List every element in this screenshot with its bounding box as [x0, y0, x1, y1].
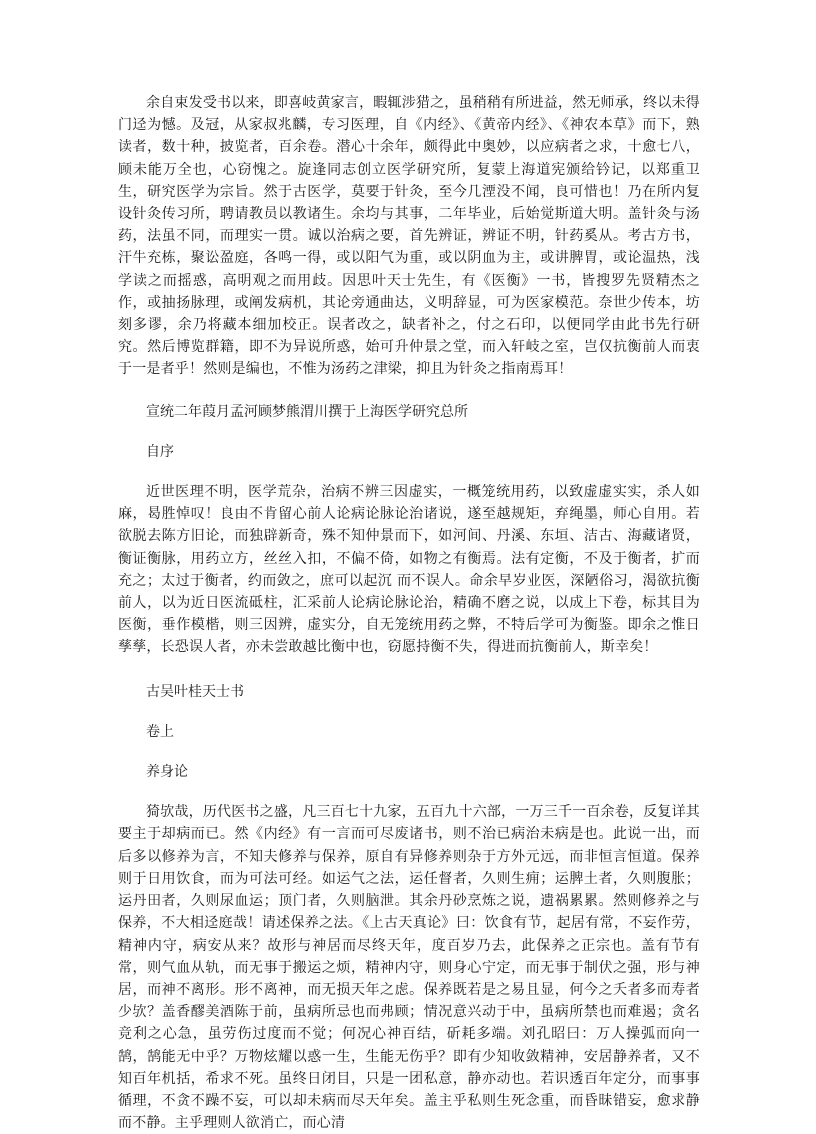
preface-signature: 宣统二年葭月孟河顾梦熊渭川撰于上海医学研究总所 — [146, 403, 468, 420]
self-preface-heading: 自序 — [146, 443, 174, 460]
author-line: 古吴叶桂天士书 — [146, 683, 244, 700]
section-paragraph: 猗欤哉，历代医书之盛，凡三百七十九家，五百九十六部，一万三千一百余卷，反复详其要主于却病而已。然《内经》有一言而可尽废诸书，则不治已病治未病是也。此说一出，而后多以修养为言，不知夫修养与保养，原自有异修养则杂于方外元远，而非恒言恒道。保养则于日用饮食，而为可法可经。如运气之法，运任督者，久则生痈；运脾土者，久则腹胀；运丹田者，久则尿血运；顶门者，久则脑泄。其余丹砂烹炼之说，遗祸累累。然则修养之与保养，不大相迳庭哉！请述保养之法。《上古天真论》曰：饮食有节，起居有常，不妄作劳，精神内守，病安从来？故形与神居而尽终天年，度百岁乃去，此保养之正宗也。盖有节有常，则气血从轨，而无事于搬运之烦，精神内守，则身心宁定，而无事于制伏之强，形与神居，而神不离形。形不离神，而无损天年之虑。保养既若是之易且显，何今之夭者多而寿者少欤？盖香醪美酒陈于前，虽病所忌也而弗顾；情况意兴动于中，虽病所禁也而难遏；贪名竞利之心急，虽劳伤过度而不觉；何况心神百结，斫耗多端。刘孔昭曰：万人操弧而向一鹄，鹄能无中乎？万物炫耀以惑一生，生能无伤乎？即有少知收敛精神，安居静养者，又不知百年机括，希求不死。虽终日闭目，只是一团私意，静亦动也。若识透百年定分，而事事循理，不贪不躁不妄，可以却未病而尽天年矣。盖主乎私则生死念重，而昏昧错妄，愈求静而不静。主乎理则人欲消亡，而心清 — [118, 804, 700, 1132]
document-page — [118, 92, 700, 1134]
preface-paragraph: 余自束发受书以来，即喜岐黄家言，暇辄涉猎之，虽稍稍有所进益，然无师承，终以未得门迳为憾。及冠，从家叔兆麟，专习医理，自《内经》、《黄帝内经》、《神农本草》而下，熟读者，数十种，披览者，百余卷。潜心十余年，颇得此中奥妙，以应病者之求，十愈七八，顾未能万全也，心窃愧之。旋逢同志创立医学研究所，复蒙上海道宪颁给钤记，以郑重卫生，研究医学为宗旨。然于古医学，莫要于针灸，至今几湮没不闻，良可惜也！乃在所内复设针灸传习所，聘请教员以教诸生。余均与其事，二年毕业，后始觉斯道大明。盖针灸与汤药，法虽不同，而理实一贯。诚以治病之要，首先辨证，辨证不明，针药奚从。考古方书，汗牛充栋，聚讼盈庭，各鸣一得，或以阳气为重，或以阴血为主，或讲脾胃，或论温热，浅学读之而摇惑，高明观之而用歧。因思叶天士先生，有《医衡》一书，皆搜罗先贤精杰之作，或抽扬脉理，或阐发病机，其论旁通曲达，义明辞显，可为医家模范。奈世少传本，坊刻多谬，余乃将藏本细加校正。误者改之，缺者补之，付之石印，以便同学由此书先行研究。然后博览群籍，即不为异说所惑，始可升仲景之堂，而入轩岐之室，岂仅抗衡前人而衷于一是者乎！然则是编也，不惟为汤药之津梁，抑且为针灸之指南焉耳！ — [118, 95, 700, 378]
section-heading: 养身论 — [146, 764, 188, 781]
volume-heading: 卷上 — [146, 723, 174, 740]
self-preface-paragraph: 近世医理不明，医学荒杂，治病不辨三因虚实，一概笼统用药，以致虚虚实实，杀人如麻，曷胜悼叹！良由不肯留心前人论病论脉论治诸说，遂至越规矩，弃绳墨，师心自用。若欲脱去陈方旧论，而独辟新奇，殊不知仲景而下，如河间、丹溪、东垣、洁古、海藏诸贤，衡证衡脉，用药立方，丝丝入扣，不偏不倚，如物之有衡焉。法有定衡，不及于衡者，扩而充之；太过于衡者，约而敛之，庶可以起沉 而不误人。命余早岁业医，深陋俗习，渴欲抗衡前人，以为近日医流砥柱，汇采前人论病论脉论治，精确不磨之说，以成上下卷，标其目为医衡，垂作模楷，则三因辨，虚实分，自无笼统用药之弊，不特后学可为衡鉴。即余之惟日孳孳，长恐误人者，亦未尝敢越比衡中也，窃愿持衡不失，得进而抗衡前人，斯幸矣！ — [118, 484, 700, 656]
